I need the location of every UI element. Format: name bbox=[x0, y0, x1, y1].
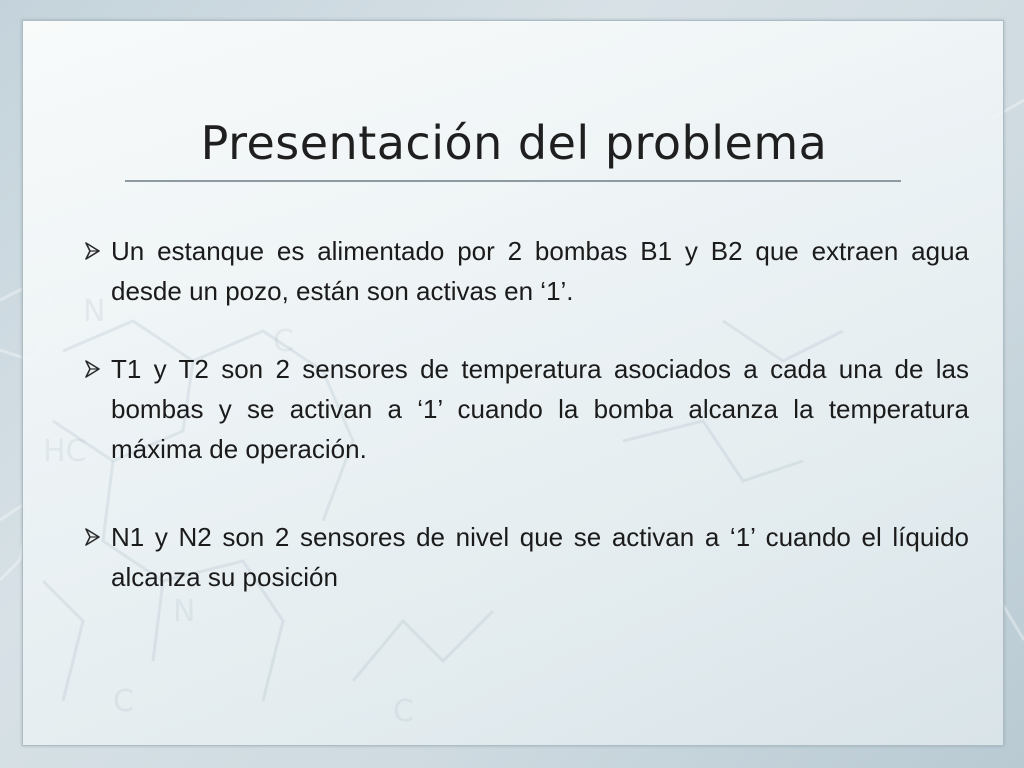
bullet-item bbox=[83, 517, 969, 597]
svg-text:C: C bbox=[273, 324, 294, 359]
arrow-bullet-icon bbox=[83, 528, 101, 546]
bullet-item bbox=[83, 349, 969, 469]
bullet-text: Un estanque es alimentado por 2 bombas B1 y B2 que extraen agua desde un pozo, están son activas en ‘1’. bbox=[111, 236, 969, 306]
bullet-list bbox=[83, 231, 969, 635]
slide-title: Presentación del problema bbox=[200, 116, 828, 170]
svg-text:N: N bbox=[173, 594, 196, 629]
bullet-item bbox=[83, 231, 969, 311]
bullet-text: T1 y T2 son 2 sensores de temperatura asociados a cada una de las bombas y se activan a ‘1’ cuando la bomba alcanza la temperatura máxima de operación. bbox=[111, 354, 969, 464]
bullet-text: N1 y N2 son 2 sensores de nivel que se activan a ‘1’ cuando el líquido alcanza su posición bbox=[111, 522, 969, 592]
svg-text:N: N bbox=[83, 294, 106, 329]
slide-panel bbox=[22, 20, 1004, 746]
arrow-bullet-icon bbox=[83, 360, 101, 378]
svg-text:HC: HC bbox=[43, 434, 87, 469]
arrow-bullet-icon bbox=[83, 242, 101, 260]
title-underline bbox=[125, 180, 901, 182]
svg-text:C: C bbox=[393, 694, 414, 729]
svg-text:C: C bbox=[113, 684, 134, 719]
